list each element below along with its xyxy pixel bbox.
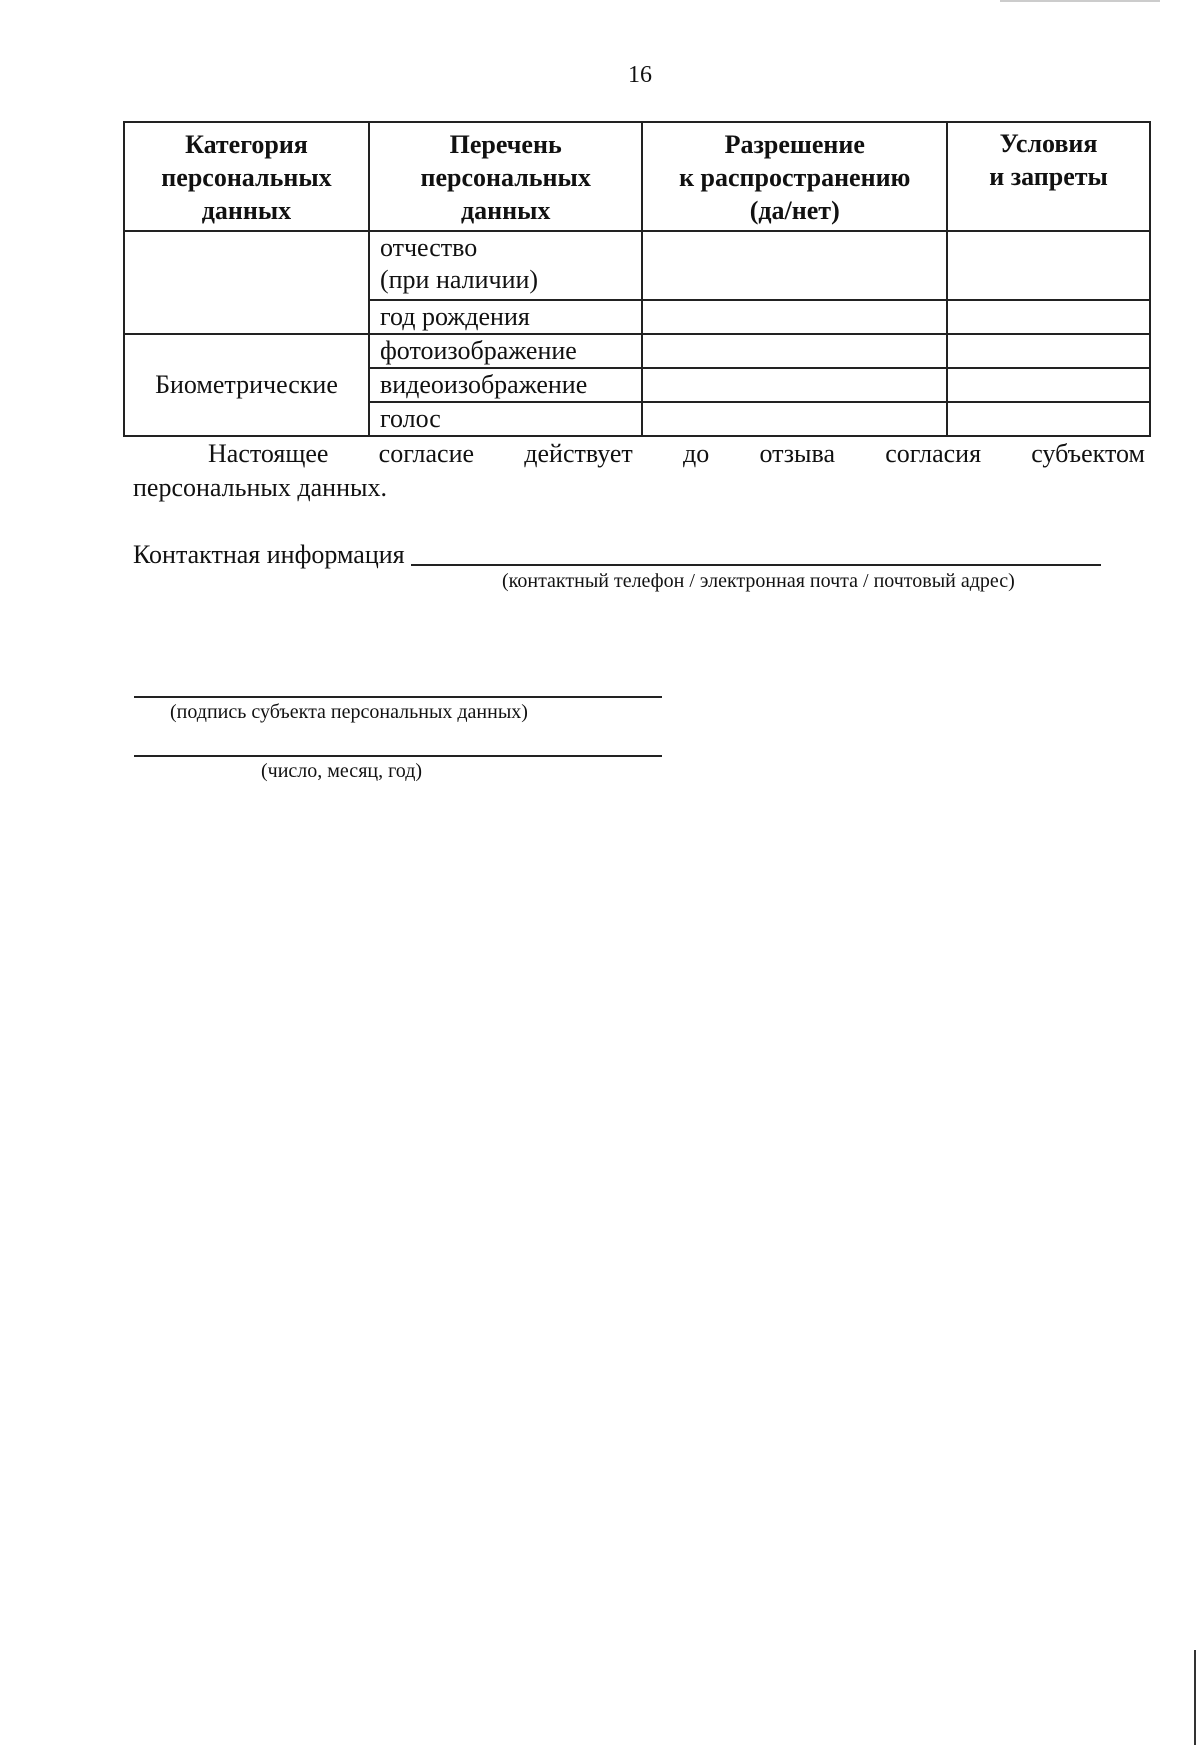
header-conditions: Условия и запреты: [947, 122, 1150, 231]
conditions-cell[interactable]: [947, 402, 1150, 436]
date-field[interactable]: [134, 755, 662, 757]
conditions-cell[interactable]: [947, 368, 1150, 402]
paragraph-line-2: персональных данных.: [133, 473, 387, 502]
item-birth-year: год рождения: [369, 300, 642, 334]
permission-cell[interactable]: [642, 368, 947, 402]
permission-cell[interactable]: [642, 334, 947, 368]
consent-validity-paragraph: [133, 437, 1145, 505]
header-category: Категория персональных данных: [124, 122, 369, 231]
header-permission: Разрешение к распространению (да/нет): [642, 122, 947, 231]
conditions-cell[interactable]: [947, 334, 1150, 368]
signature-field[interactable]: [134, 696, 662, 698]
permission-cell[interactable]: [642, 300, 947, 334]
permission-cell[interactable]: [642, 402, 947, 436]
contact-info-field[interactable]: [411, 538, 1101, 566]
page-number: 16: [628, 62, 652, 88]
contact-info-caption: (контактный телефон / электронная почта / почтовый адрес): [502, 570, 1015, 592]
signature-caption: (подпись субъекта персональных данных): [170, 701, 528, 723]
conditions-cell[interactable]: [947, 300, 1150, 334]
item-patronymic: отчество (при наличии): [369, 231, 642, 300]
date-caption: (число, месяц, год): [261, 760, 423, 782]
table-row: [124, 334, 1150, 368]
item-photo: фотоизображение: [369, 334, 642, 368]
scan-edge-mark: [1194, 1650, 1196, 1745]
personal-data-table: [123, 121, 1151, 437]
table-header-row: [124, 122, 1150, 231]
scan-edge-mark: [1000, 0, 1160, 2]
item-voice: голос: [369, 402, 642, 436]
category-biometric: Биометрические: [124, 334, 369, 436]
paragraph-line-1: Настоящее согласие действует до отзыва согласия субъектом: [208, 439, 1145, 468]
permission-cell[interactable]: [642, 231, 947, 300]
category-cell-empty: [124, 231, 369, 334]
table-row: [124, 231, 1150, 300]
header-list: Перечень персональных данных: [369, 122, 642, 231]
conditions-cell[interactable]: [947, 231, 1150, 300]
item-video: видеоизображение: [369, 368, 642, 402]
contact-info-label: Контактная информация: [133, 540, 405, 569]
contact-info-row: [133, 538, 1101, 570]
